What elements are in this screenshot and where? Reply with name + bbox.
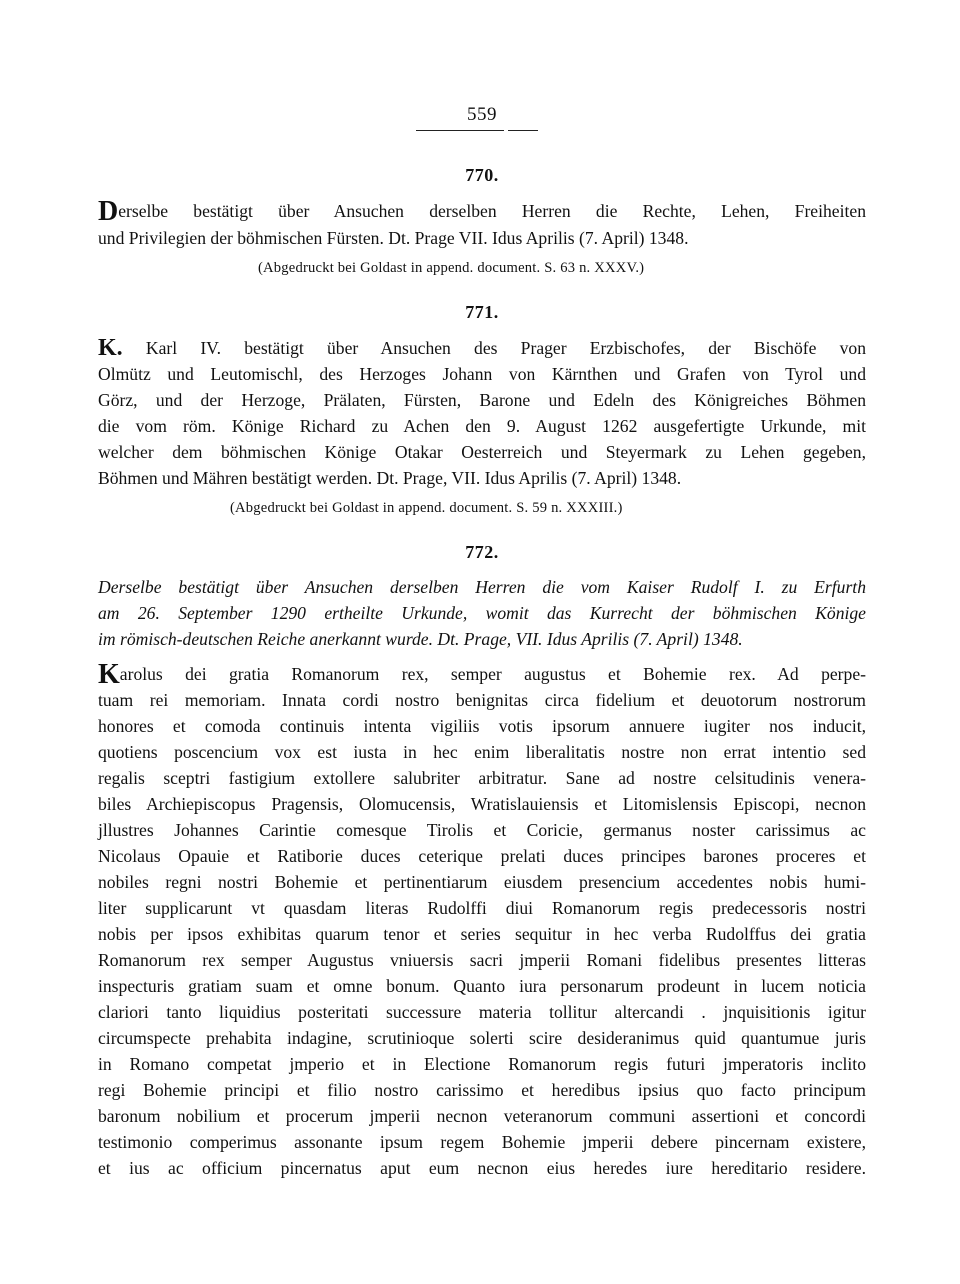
charter-line-5: regalis sceptri fastigium extollere salubriter arbitratur. Sane ad nostre celsitudinis venera- (98, 768, 866, 788)
charter-line-15: circumspecte prehabita indagine, scrutinioque solerti scire desideranimus quid quantumue juris (98, 1028, 866, 1048)
charter-line-17: regi Bohemie principi et filio nostro carissimo et heredibus ipsius quo facto principum (98, 1080, 866, 1100)
charter-line-8: Nicolaus Opauie et Ratiborie duces ceterique prelati duces principes barones proceres et (98, 846, 866, 866)
entry-772-summary-line-2: am 26. September 1290 ertheilte Urkunde, womit das Kurrecht der böhmischen Könige (98, 603, 866, 623)
charter-line-11: nobis per ipsos exhibitas quarum tenor et series sequitur in hec verba Rudolffus dei gratia (98, 924, 866, 944)
entry-770-line-1: Derselbe bestätigt über Ansuchen derselben Herren die Rechte, Lehen, Freiheiten (98, 196, 866, 227)
charter-line-9: nobiles regni nostri Bohemie et pertinentiarum eiusdem presencium accedentes nobis humi- (98, 872, 866, 892)
entry-771-line-2: Olmütz und Leutomischl, des Herzoges Johann von Kärnthen und Grafen von Tyrol und (98, 364, 866, 384)
charter-line-10: liter supplicarunt vt quasdam literas Rudolffi diui Romanorum regis predecessoris nostri (98, 898, 866, 918)
charter-line-7: jllustres Johannes Carintie comesque Tirolis et Coricie, germanus noster carissimus ac (98, 820, 866, 840)
entry-771-citation: (Abgedruckt bei Goldast in append. document. S. 59 n. XXXIII.) (230, 500, 623, 516)
header-rule (416, 130, 504, 131)
entry-771-line-3: Görz, und der Herzoge, Prälaten, Fürsten, Barone und Edeln des Königreiches Böhmen (98, 390, 866, 410)
entry-770-line-2: und Privilegien der böhmischen Fürsten. Dt. Prage VII. Idus Aprilis (7. April) 1348. (98, 228, 689, 248)
charter-line-19: testimonio comperimus assonante ipsum regem Bohemie jmperii debere pincernam existere, (98, 1132, 866, 1152)
charter-line-14: clariori tanto liquidius posteritati successure materia tollitur altercandi . jnquisitionis igitur (98, 1002, 866, 1022)
charter-line-13: inspecturis gratiam suam et omne bonum. Quanto iura personarum prodeunt in lucem noticia (98, 976, 866, 996)
charter-line-2: tuam rei memoriam. Innata cordi nostro benignitas circa fidelium et deuotorum nostrorum (98, 690, 866, 710)
entry-771-line-5: welcher dem böhmischen Könige Otakar Oesterreich und Steyermark zu Lehen gegeben, (98, 442, 866, 462)
charter-line-4: quotiens poscencium vox est iusta in hec enim liberalitatis nostre non errat intentio sed (98, 742, 866, 762)
page-number: 559 (467, 104, 497, 125)
charter-line-16: in Romano competat jmperio et in Electione Romanorum regis futuri jmperatoris inclito (98, 1054, 866, 1074)
charter-initial: K (98, 659, 120, 690)
entry-number-770: 770. (465, 165, 499, 185)
header-rule-short (508, 130, 538, 131)
entry-771-line-1: K. Karl IV. bestätigt über Ansuchen des Prager Erzbischofes, der Bischöfe von (98, 335, 866, 361)
entry-771-line-4: die vom röm. Könige Richard zu Achen den 9. August 1262 ausgefertigte Urkunde, mit (98, 416, 866, 436)
charter-line-3: honores et comoda continuis intenta vigiliis votis ipsorum annuere iugiter nos inducit, (98, 716, 866, 736)
charter-line-6: biles Archiepiscopus Pragensis, Olomucensis, Wratislauiensis et Litomislensis Episcopi, necnon (98, 794, 866, 814)
entry-number-771: 771. (465, 302, 499, 322)
entry-771-line-6: Böhmen und Mähren bestätigt werden. Dt. Prage, VII. Idus Aprilis (7. April) 1348. (98, 468, 682, 488)
charter-line-20: et ius ac officium pincernatus aput eum necnon eius heredes iure hereditario residere. (98, 1158, 866, 1178)
entry-772-summary-line-3: im römisch-deutschen Reiche anerkannt wurde. Dt. Prage, VII. Idus Aprilis (7. April) 1348. (98, 629, 743, 649)
entry-772-summary-line-1: Derselbe bestätigt über Ansuchen derselben Herren die vom Kaiser Rudolf I. zu Erfurth (98, 577, 866, 597)
charter-line-1: Karolus dei gratia Romanorum rex, semper augustus et Bohemie rex. Ad perpe- (98, 659, 866, 690)
entry-771-initial: K. (98, 335, 123, 361)
entry-770-initial: D (98, 196, 119, 227)
entry-number-772: 772. (465, 542, 499, 562)
entry-770-citation: (Abgedruckt bei Goldast in append. document. S. 63 n. XXXV.) (258, 260, 645, 276)
charter-line-12: Romanorum rex semper Augustus vniuersis sacri jmperii Romani fidelibus presentes litteras (98, 950, 866, 970)
charter-line-18: baronum nobilium et procerum jmperii necnon veteranorum communi assertioni et concordi (98, 1106, 866, 1126)
